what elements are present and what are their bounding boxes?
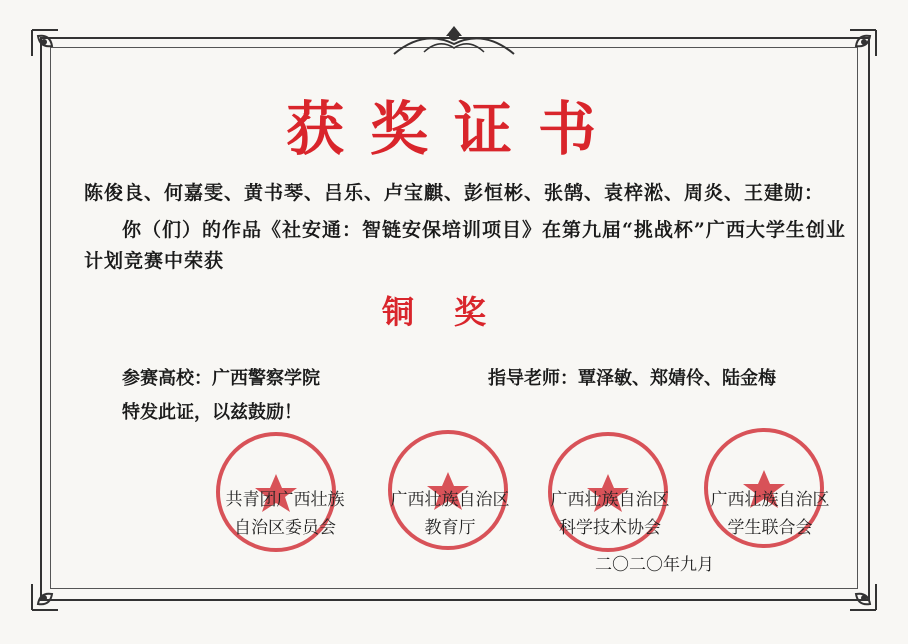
issue-date: 二〇二〇年九月 — [595, 555, 714, 575]
award-description-line1: 你（们）的作品《社安通：智链安保培训项目》在第九届“挑战杯”广西大学生创业 — [122, 219, 846, 241]
participating-school: 参赛高校：广西警察学院 — [122, 368, 320, 389]
issuer-line2: 学生联合会 — [727, 518, 813, 538]
issuer-line2: 教育厅 — [424, 518, 476, 538]
encouragement-text: 特发此证，以兹鼓励！ — [122, 402, 302, 423]
issuer-line2: 科学技术协会 — [559, 518, 661, 538]
advising-teachers: 指导老师：覃泽敏、郑婧伶、陆金梅 — [488, 368, 776, 389]
corner-ornament-icon — [832, 28, 878, 74]
issuer-student-federation — [690, 486, 850, 542]
corner-ornament-icon — [832, 566, 878, 612]
issuer-line1: 广西壮族自治区 — [710, 490, 830, 510]
corner-ornament-icon — [30, 566, 76, 612]
issuer-line2: 自治区委员会 — [234, 518, 336, 538]
award-level: 铜奖 — [381, 293, 526, 331]
issuer-science-association — [530, 486, 690, 542]
issuer-education-dept — [370, 486, 530, 542]
issuer-line1: 共青团广西壮族 — [225, 490, 345, 510]
certificate-title: 获奖证书 — [285, 95, 622, 163]
award-description-line2: 计划竞赛中荣获 — [84, 250, 225, 272]
issuer-line1: 广西壮族自治区 — [390, 490, 510, 510]
corner-ornament-icon — [30, 28, 76, 74]
issuer-youth-league — [200, 486, 370, 542]
issuer-line1: 广西壮族自治区 — [550, 490, 670, 510]
recipient-names: 陈俊良、何嘉雯、黄书琴、吕乐、卢宝麒、彭恒彬、张鹄、袁梓淞、周炎、王建勋： — [84, 182, 825, 204]
top-ornament-icon — [384, 24, 524, 64]
